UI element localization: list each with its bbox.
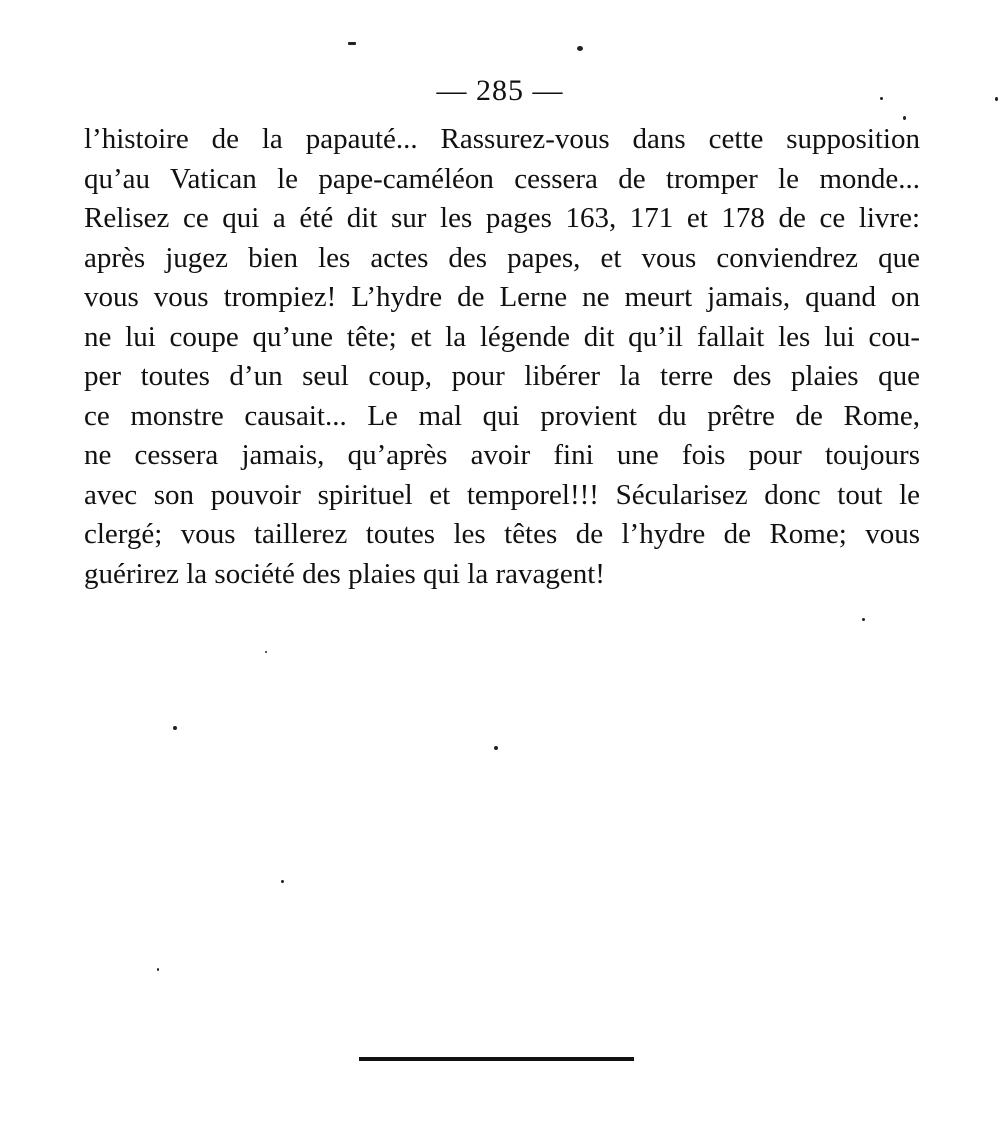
text-line: ne lui coupe qu’une tête; et la légende dit qu’il fallait les lui cou- <box>84 320 920 353</box>
text-line: ce monstre causait... Le mal qui provient du prêtre de Rome, <box>84 399 920 432</box>
text-line: guérirez la société des plaies qui la ravagent! <box>84 557 605 590</box>
text-line: avec son pouvoir spirituel et temporel!!! Sécularisez donc tout le <box>84 478 920 511</box>
body-text <box>84 120 920 594</box>
ink-speck <box>265 651 267 653</box>
text-line: ne cessera jamais, qu’après avoir fini une fois pour toujours <box>84 439 920 471</box>
text-line: vous vous trompiez! L’hydre de Lerne ne meurt jamais, quand on <box>84 281 920 313</box>
text-line: après jugez bien les actes des papes, et vous conviendrez que <box>84 241 920 274</box>
ink-speck <box>157 968 159 971</box>
ink-speck <box>281 880 284 883</box>
text-line: per toutes d’un seul coup, pour libérer la terre des plaies que <box>84 360 920 392</box>
ink-speck <box>577 46 583 51</box>
ink-speck <box>862 618 865 621</box>
text-line: Relisez ce qui a été dit sur les pages 163, 171 et 178 de ce livre: <box>84 202 920 234</box>
ink-speck <box>494 746 498 750</box>
ink-speck <box>173 726 177 730</box>
text-line: qu’au Vatican le pape-caméléon cessera de tromper le monde... <box>84 162 920 195</box>
end-rule <box>359 1057 634 1061</box>
page-number: — 285 — <box>436 74 564 107</box>
text-line: clergé; vous taillerez toutes les têtes de l’hydre de Rome; vous <box>84 518 920 550</box>
text-line: l’histoire de la papauté... Rassurez-vous dans cette supposition <box>84 123 920 155</box>
ink-speck <box>348 42 356 45</box>
